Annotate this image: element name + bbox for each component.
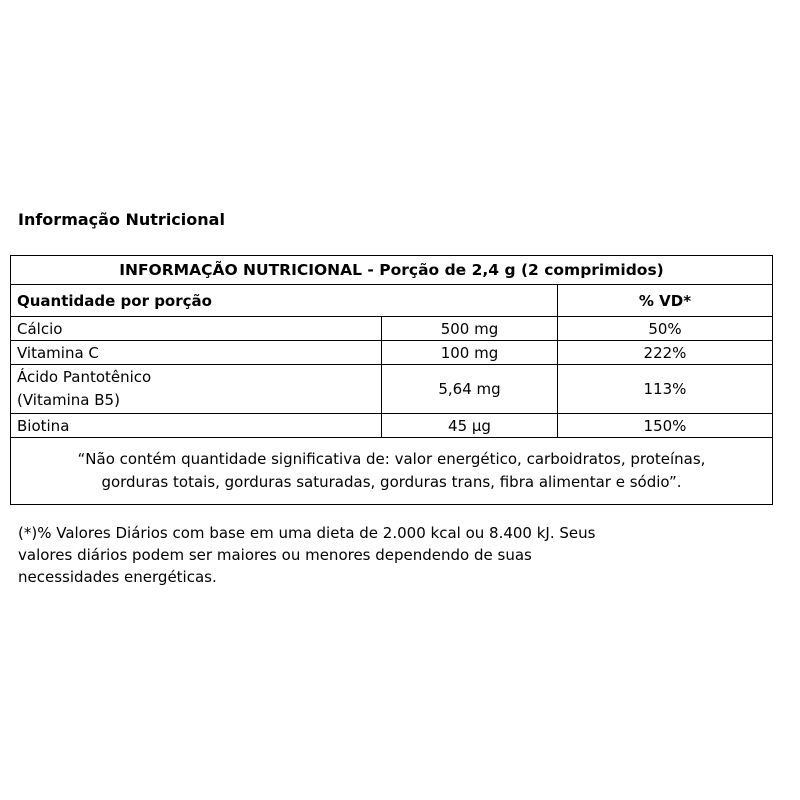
nutrient-name-line2: (Vitamina B5): [17, 391, 120, 409]
table-header-row: [11, 285, 773, 317]
nutrient-vd: 150%: [558, 414, 773, 438]
nutrient-amount: 5,64 mg: [382, 365, 558, 414]
vd-header: % VD*: [558, 285, 773, 317]
nutrient-name-line1: Ácido Pantotênico: [17, 368, 152, 386]
nutrient-name: [11, 365, 382, 414]
nutrient-name: Biotina: [11, 414, 382, 438]
table-row: [11, 341, 773, 365]
footnote-line2: valores diários podem ser maiores ou menores dependendo de suas: [18, 546, 532, 564]
table-row: [11, 365, 773, 414]
nutrient-amount: 100 mg: [382, 341, 558, 365]
nutrient-amount: 500 mg: [382, 317, 558, 341]
table-title-row: [11, 256, 773, 285]
nutrient-amount: 45 µg: [382, 414, 558, 438]
table-title: INFORMAÇÃO NUTRICIONAL - Porção de 2,4 g (2 comprimidos): [11, 256, 773, 285]
nutrient-vd: 222%: [558, 341, 773, 365]
footnote-line1: (*)% Valores Diários com base em uma dieta de 2.000 kcal ou 8.400 kJ. Seus: [18, 524, 596, 542]
footnote-line3: necessidades energéticas.: [18, 568, 217, 586]
table-note: [11, 438, 773, 505]
nutrient-vd: 50%: [558, 317, 773, 341]
daily-values-footnote: [18, 522, 755, 588]
page-heading: Informação Nutricional: [18, 210, 225, 229]
table-note-row: [11, 438, 773, 505]
nutrient-name: Vitamina C: [11, 341, 382, 365]
nutrient-name: Cálcio: [11, 317, 382, 341]
quantity-header: Quantidade por porção: [11, 285, 558, 317]
table-note-line1: “Não contém quantidade significativa de: valor energético, carboidratos, proteínas,: [77, 450, 706, 468]
table-note-line2: gorduras totais, gorduras saturadas, gorduras trans, fibra alimentar e sódio”.: [101, 473, 682, 491]
table-row: [11, 414, 773, 438]
table-row: [11, 317, 773, 341]
nutrition-table: [10, 255, 773, 505]
nutrient-vd: 113%: [558, 365, 773, 414]
